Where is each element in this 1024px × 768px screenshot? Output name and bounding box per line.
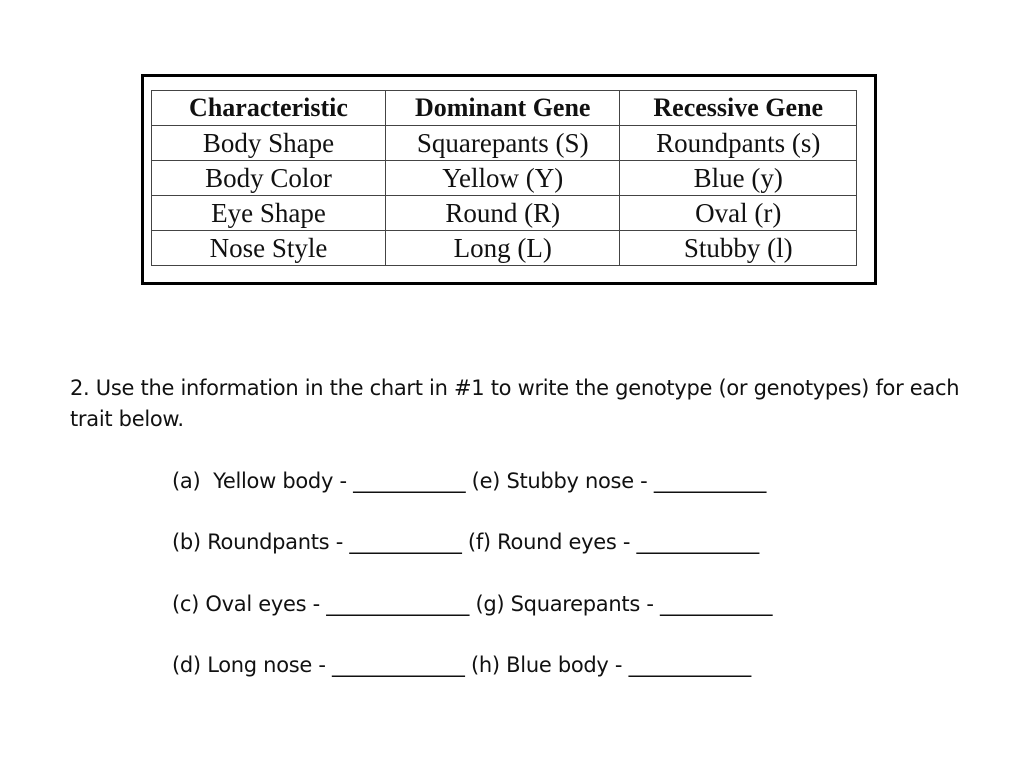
cell-recessive: Oval (r) — [620, 196, 857, 231]
answer-item-row: (b) Roundpants - ___________ (f) Round eyes - ____________ — [172, 530, 759, 555]
gene-chart-table — [151, 90, 857, 266]
table-row — [152, 196, 857, 231]
table-header-row — [152, 91, 857, 126]
table-row — [152, 231, 857, 266]
table-row — [152, 161, 857, 196]
cell-recessive: Blue (y) — [620, 161, 857, 196]
answer-item-row: (c) Oval eyes - ______________ (g) Squarepants - ___________ — [172, 591, 773, 616]
table-row — [152, 126, 857, 161]
cell-recessive: Stubby (l) — [620, 231, 857, 266]
cell-dominant: Squarepants (S) — [385, 126, 620, 161]
answer-items-list — [172, 466, 972, 711]
cell-characteristic: Nose Style — [152, 231, 386, 266]
header-characteristic: Characteristic — [152, 91, 386, 126]
answer-item-row: (d) Long nose - _____________ (h) Blue body - ____________ — [172, 652, 751, 677]
cell-characteristic: Eye Shape — [152, 196, 386, 231]
cell-characteristic: Body Color — [152, 161, 386, 196]
cell-dominant: Yellow (Y) — [385, 161, 620, 196]
question-prompt: 2. Use the information in the chart in #1 to write the genotype (or genotypes) for each trait below. — [70, 376, 960, 431]
cell-dominant: Round (R) — [385, 196, 620, 231]
cell-characteristic: Body Shape — [152, 126, 386, 161]
header-dominant-gene: Dominant Gene — [385, 91, 620, 126]
gene-chart-frame — [141, 74, 877, 285]
header-recessive-gene: Recessive Gene — [620, 91, 857, 126]
cell-dominant: Long (L) — [385, 231, 620, 266]
cell-recessive: Roundpants (s) — [620, 126, 857, 161]
answer-item-row: (a) Yellow body - ___________ (e) Stubby nose - ___________ — [172, 469, 767, 493]
